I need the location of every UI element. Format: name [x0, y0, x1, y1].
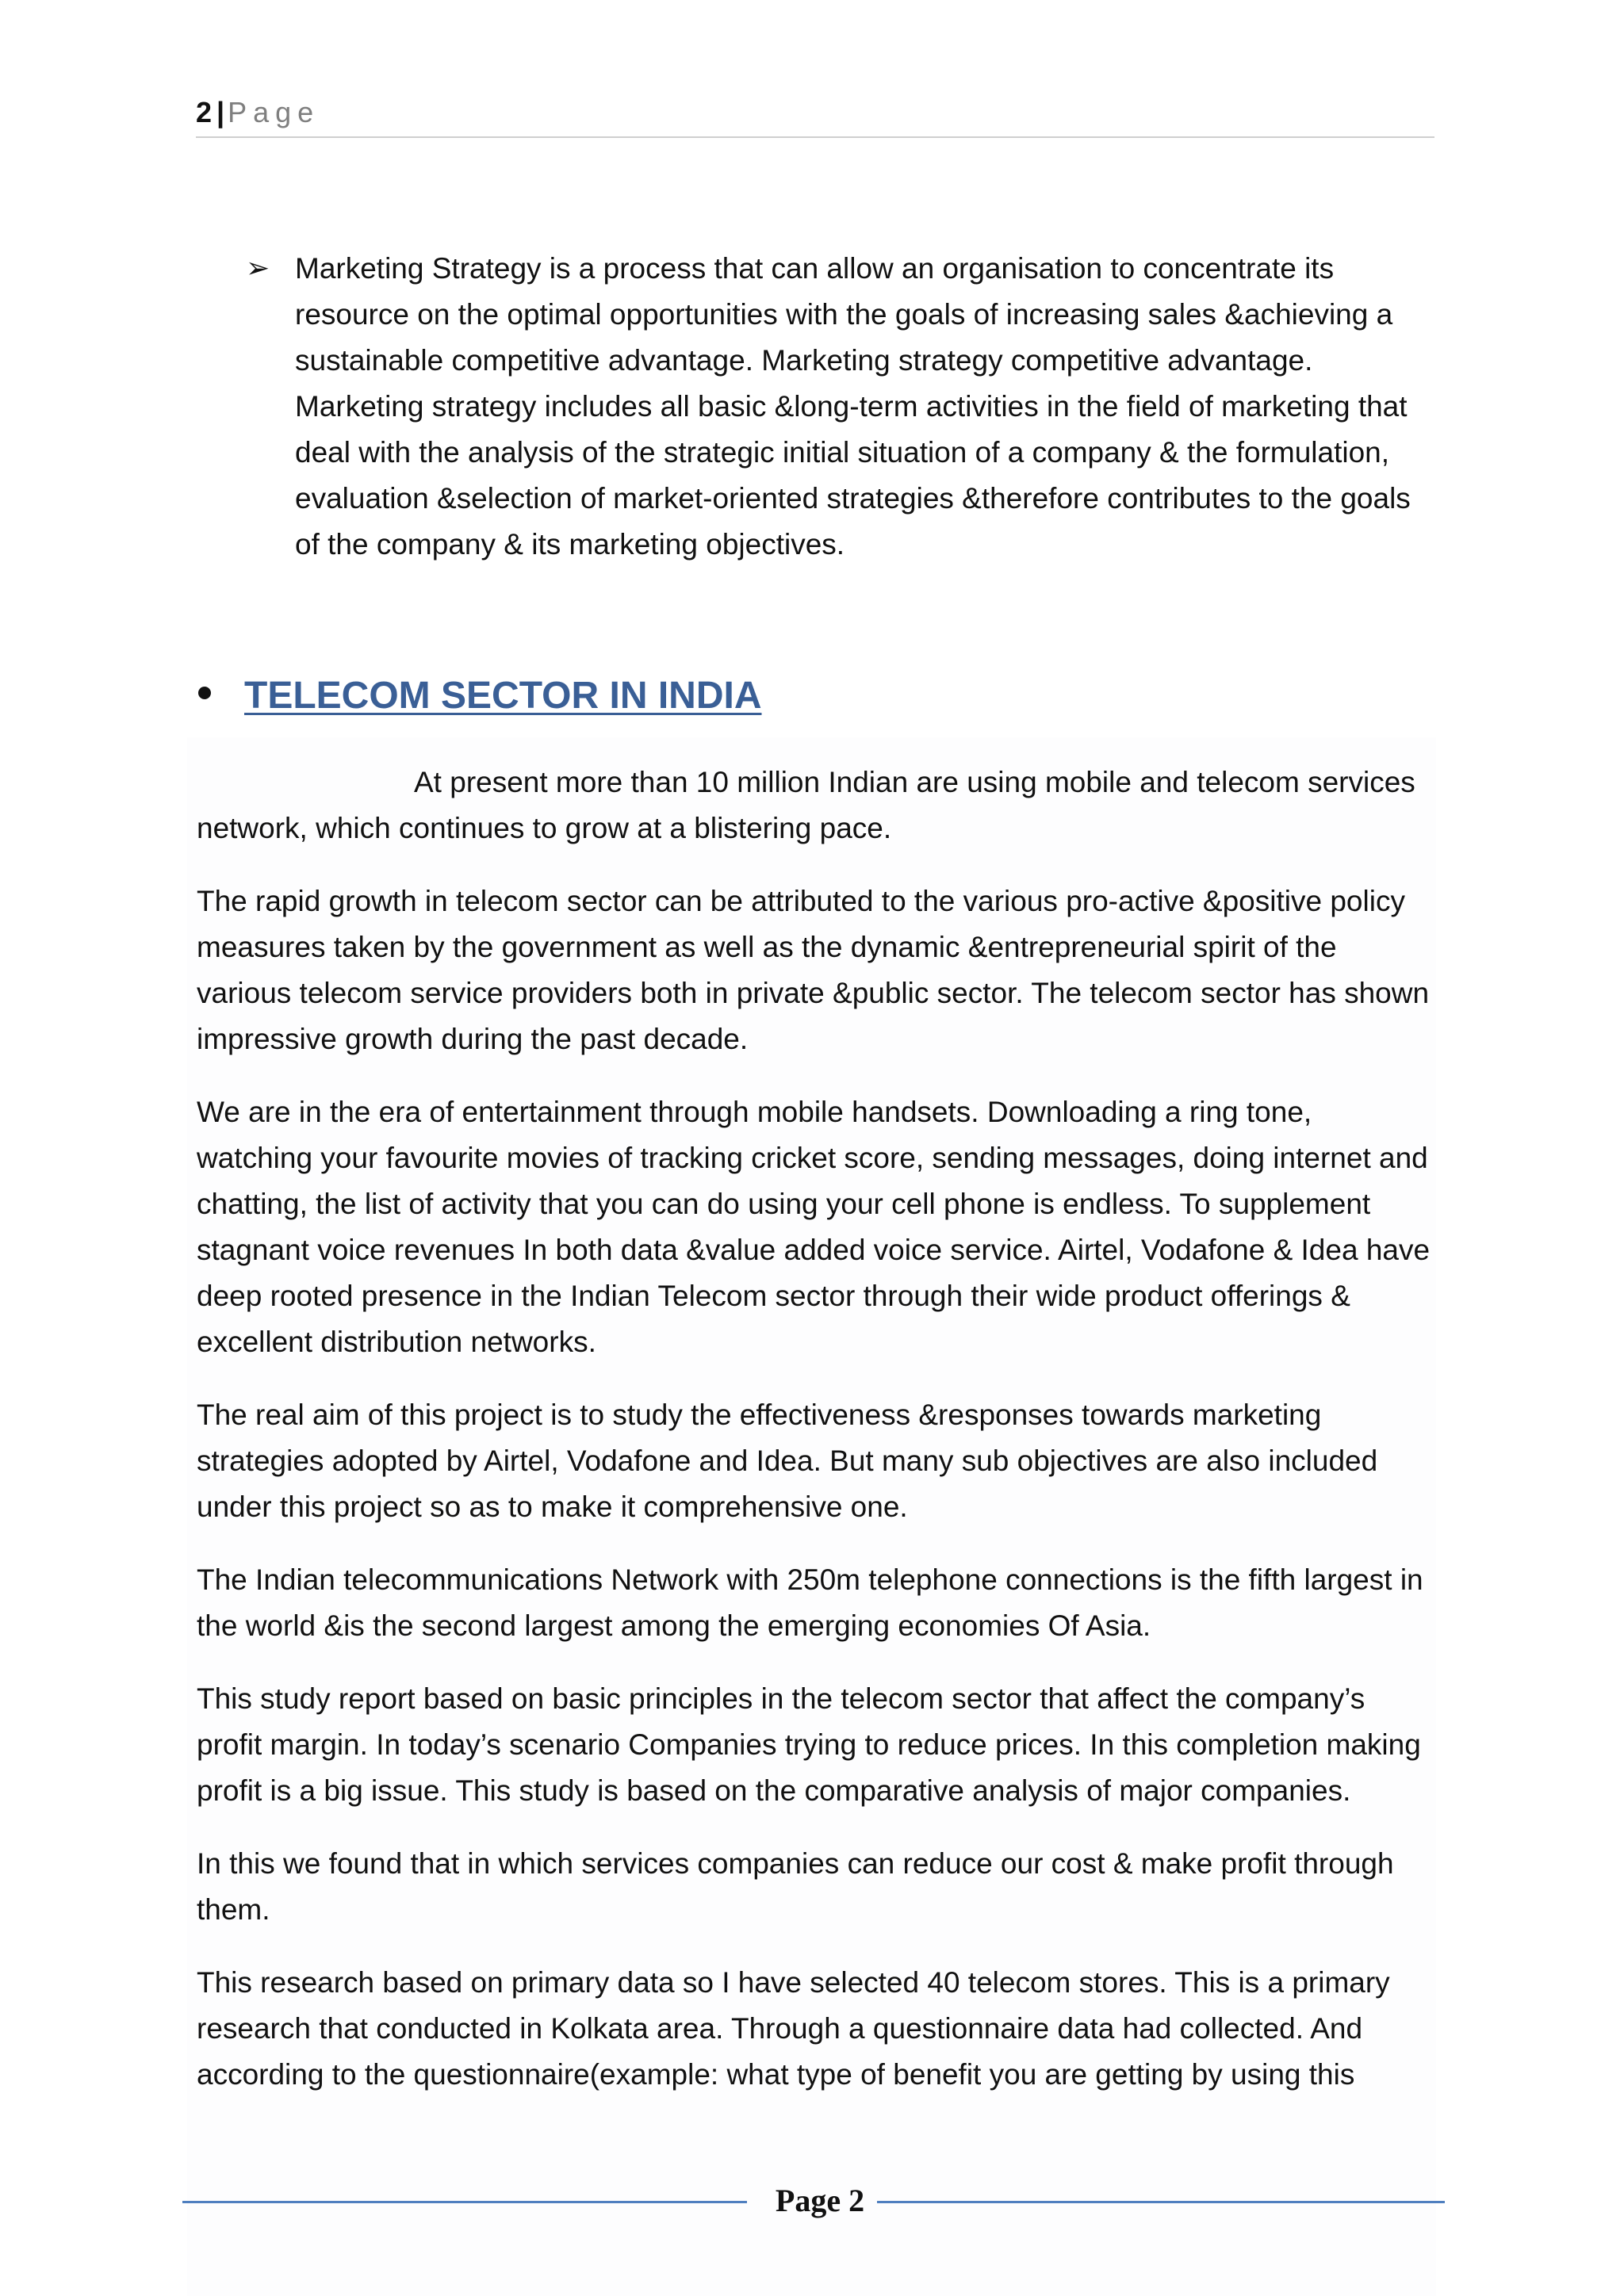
section-heading: [198, 672, 761, 720]
page-header: [196, 94, 1434, 138]
footer-page-label: Page 2: [775, 2183, 865, 2218]
bullet-dot-icon: [198, 687, 211, 699]
paragraph: The Indian telecommunications Network with 250m telephone connections is the fifth largest in the world &is the second largest among the emerging economies Of Asia.: [197, 1563, 1423, 1642]
marketing-strategy-bullet: [246, 246, 1435, 568]
paragraph: This research based on primary data so I have selected 40 telecom stores. This is a primary research that conducted in Kolkata area. Through a questionnaire data had collected. And according to the questionnaire(example: what type of benefit you are getting by using this: [197, 1966, 1390, 2091]
section-body: [197, 760, 1434, 2125]
paragraph: This study report based on basic principles in the telecom sector that affect the company’s profit margin. In today’s scenario Companies trying to reduce prices. In this completion making profit is a big issue. This study is based on the comparative analysis of major companies.: [197, 1682, 1421, 1807]
arrow-bullet-icon: ➢: [246, 251, 270, 284]
section-heading-text: TELECOM SECTOR IN INDIA: [244, 675, 762, 717]
footer-rule-left: [182, 2201, 747, 2203]
paragraph: The real aim of this project is to study the effectiveness &responses towards marketing strategies adopted by Airtel, Vodafone and Idea. But many sub objectives are also included under this project so as to make it comprehensive one.: [197, 1399, 1378, 1523]
paragraph: In this we found that in which services companies can reduce our cost & make profit through them.: [197, 1847, 1394, 1926]
paragraph: We are in the era of entertainment through mobile handsets. Downloading a ring tone, watching your favourite movies of tracking cricket score, sending messages, doing internet and chatting, the list of activity that you can do using your cell phone is endless. To supplement stagnant voice revenues In both data &value added voice service. Airtel, Vodafone & Idea have deep rooted presence in the Indian Telecom sector through their wide product offerings & excellent distribution networks.: [197, 1096, 1431, 1358]
header-separator: |: [216, 96, 225, 128]
bullet-paragraph: Marketing Strategy is a process that can allow an organisation to concentrate its resource on the optimal opportunities with the goals of increasing sales &achieving a sustainable competitive advantage. Marketing strategy competitive advantage. Marketing strategy includes all basic &long-term activities in the field of marketing that deal with the analysis of the strategic initial situation of a company & the formulation, evaluation &selection of market-oriented strategies &therefore contributes to the goals of the company & its marketing objectives.: [295, 252, 1411, 561]
paragraph: At present more than 10 million Indian are using mobile and telecom services network, which continues to grow at a blistering pace.: [197, 766, 1415, 844]
paragraph: The rapid growth in telecom sector can be attributed to the various pro-active &positive policy measures taken by the government as well as the dynamic &entrepreneurial spirit of the various telecom service providers both in private &public sector. The telecom sector has shown impressive growth during the past decade.: [197, 885, 1430, 1055]
footer-rule-right: [877, 2201, 1445, 2203]
header-page-word: Page: [228, 96, 320, 128]
header-page-number: 2: [196, 96, 213, 128]
page-footer: [182, 2182, 1445, 2221]
